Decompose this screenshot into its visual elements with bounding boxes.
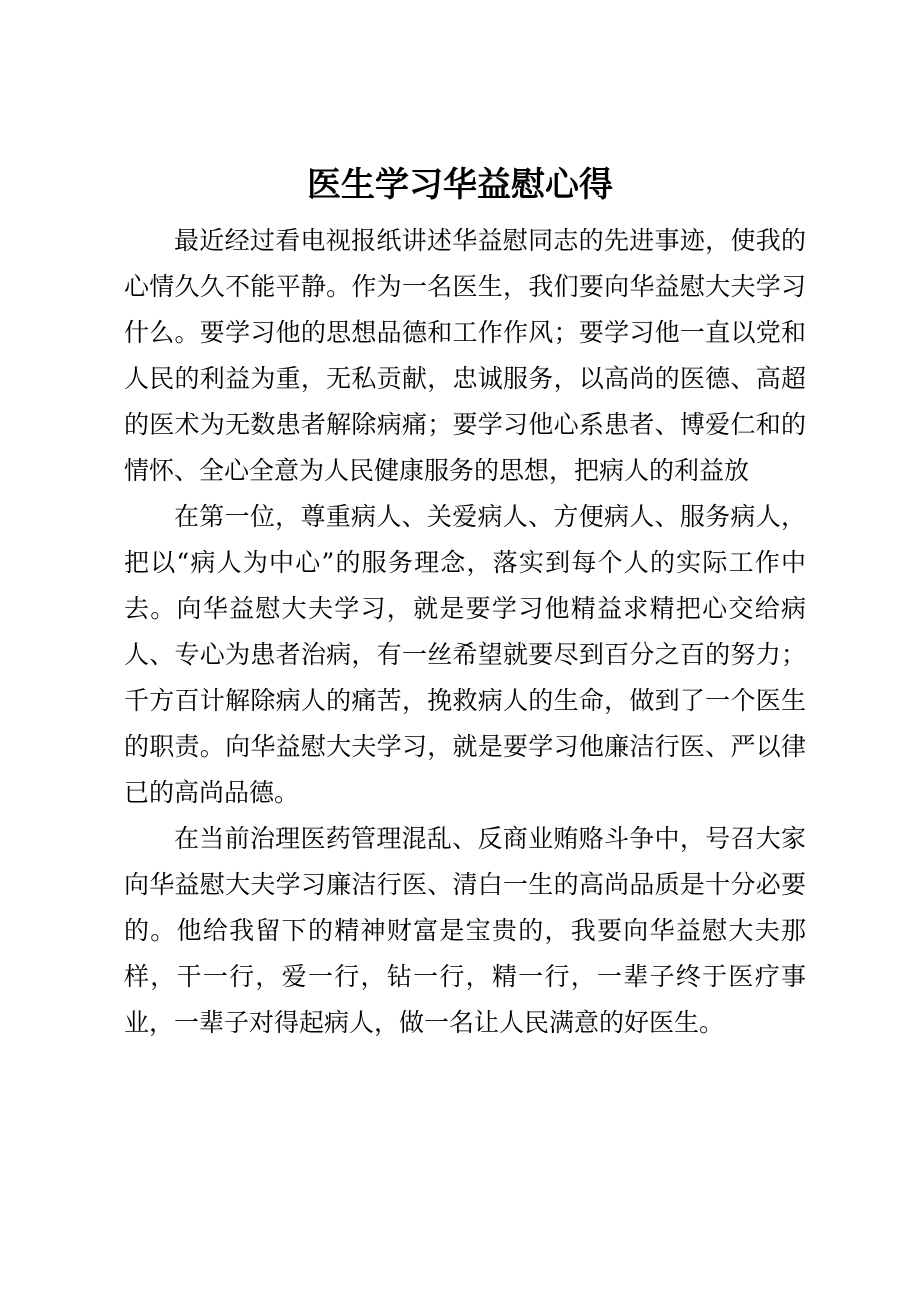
document-body	[124, 218, 806, 1046]
paragraph-1: 最近经过看电视报纸讲述华益慰同志的先进事迹，使我的心情久久不能平静。作为一名医生，我们要向华益慰大夫学习什么。要学习他的思想品德和工作作风；要学习他一直以党和人民的利益为重，无私贡献，忠诚服务，以高尚的医德、高超的医术为无数患者解除病痛；要学习他心系患者、博爱仁和的情怀、全心全意为人民健康服务的思想，把病人的利益放	[124, 226, 806, 485]
document-title: 医生学习华益慰心得	[307, 165, 613, 205]
paragraph-2: 在第一位，尊重病人、关爱病人、方便病人、服务病人，把以“病人为中心”的服务理念，落实到每个人的实际工作中去。向华益慰大夫学习，就是要学习他精益求精把心交给病人、专心为患者治病，有一丝希望就要尽到百分之百的努力；千方百计解除病人的痛苦，挽救病人的生命，做到了一个医生的职责。向华益慰大夫学习，就是要学习他廉洁行医、严以律已的高尚品德。	[124, 502, 806, 807]
paragraph-3: 在当前治理医药管理混乱、反商业贿赂斗争中，号召大家向华益慰大夫学习廉洁行医、清白一生的高尚品质是十分必要的。他给我留下的精神财富是宝贵的，我要向华益慰大夫那样，干一行，爱一行，钻一行，精一行，一辈子终于医疗事业，一辈子对得起病人，做一名让人民满意的好医生。	[124, 824, 806, 1037]
